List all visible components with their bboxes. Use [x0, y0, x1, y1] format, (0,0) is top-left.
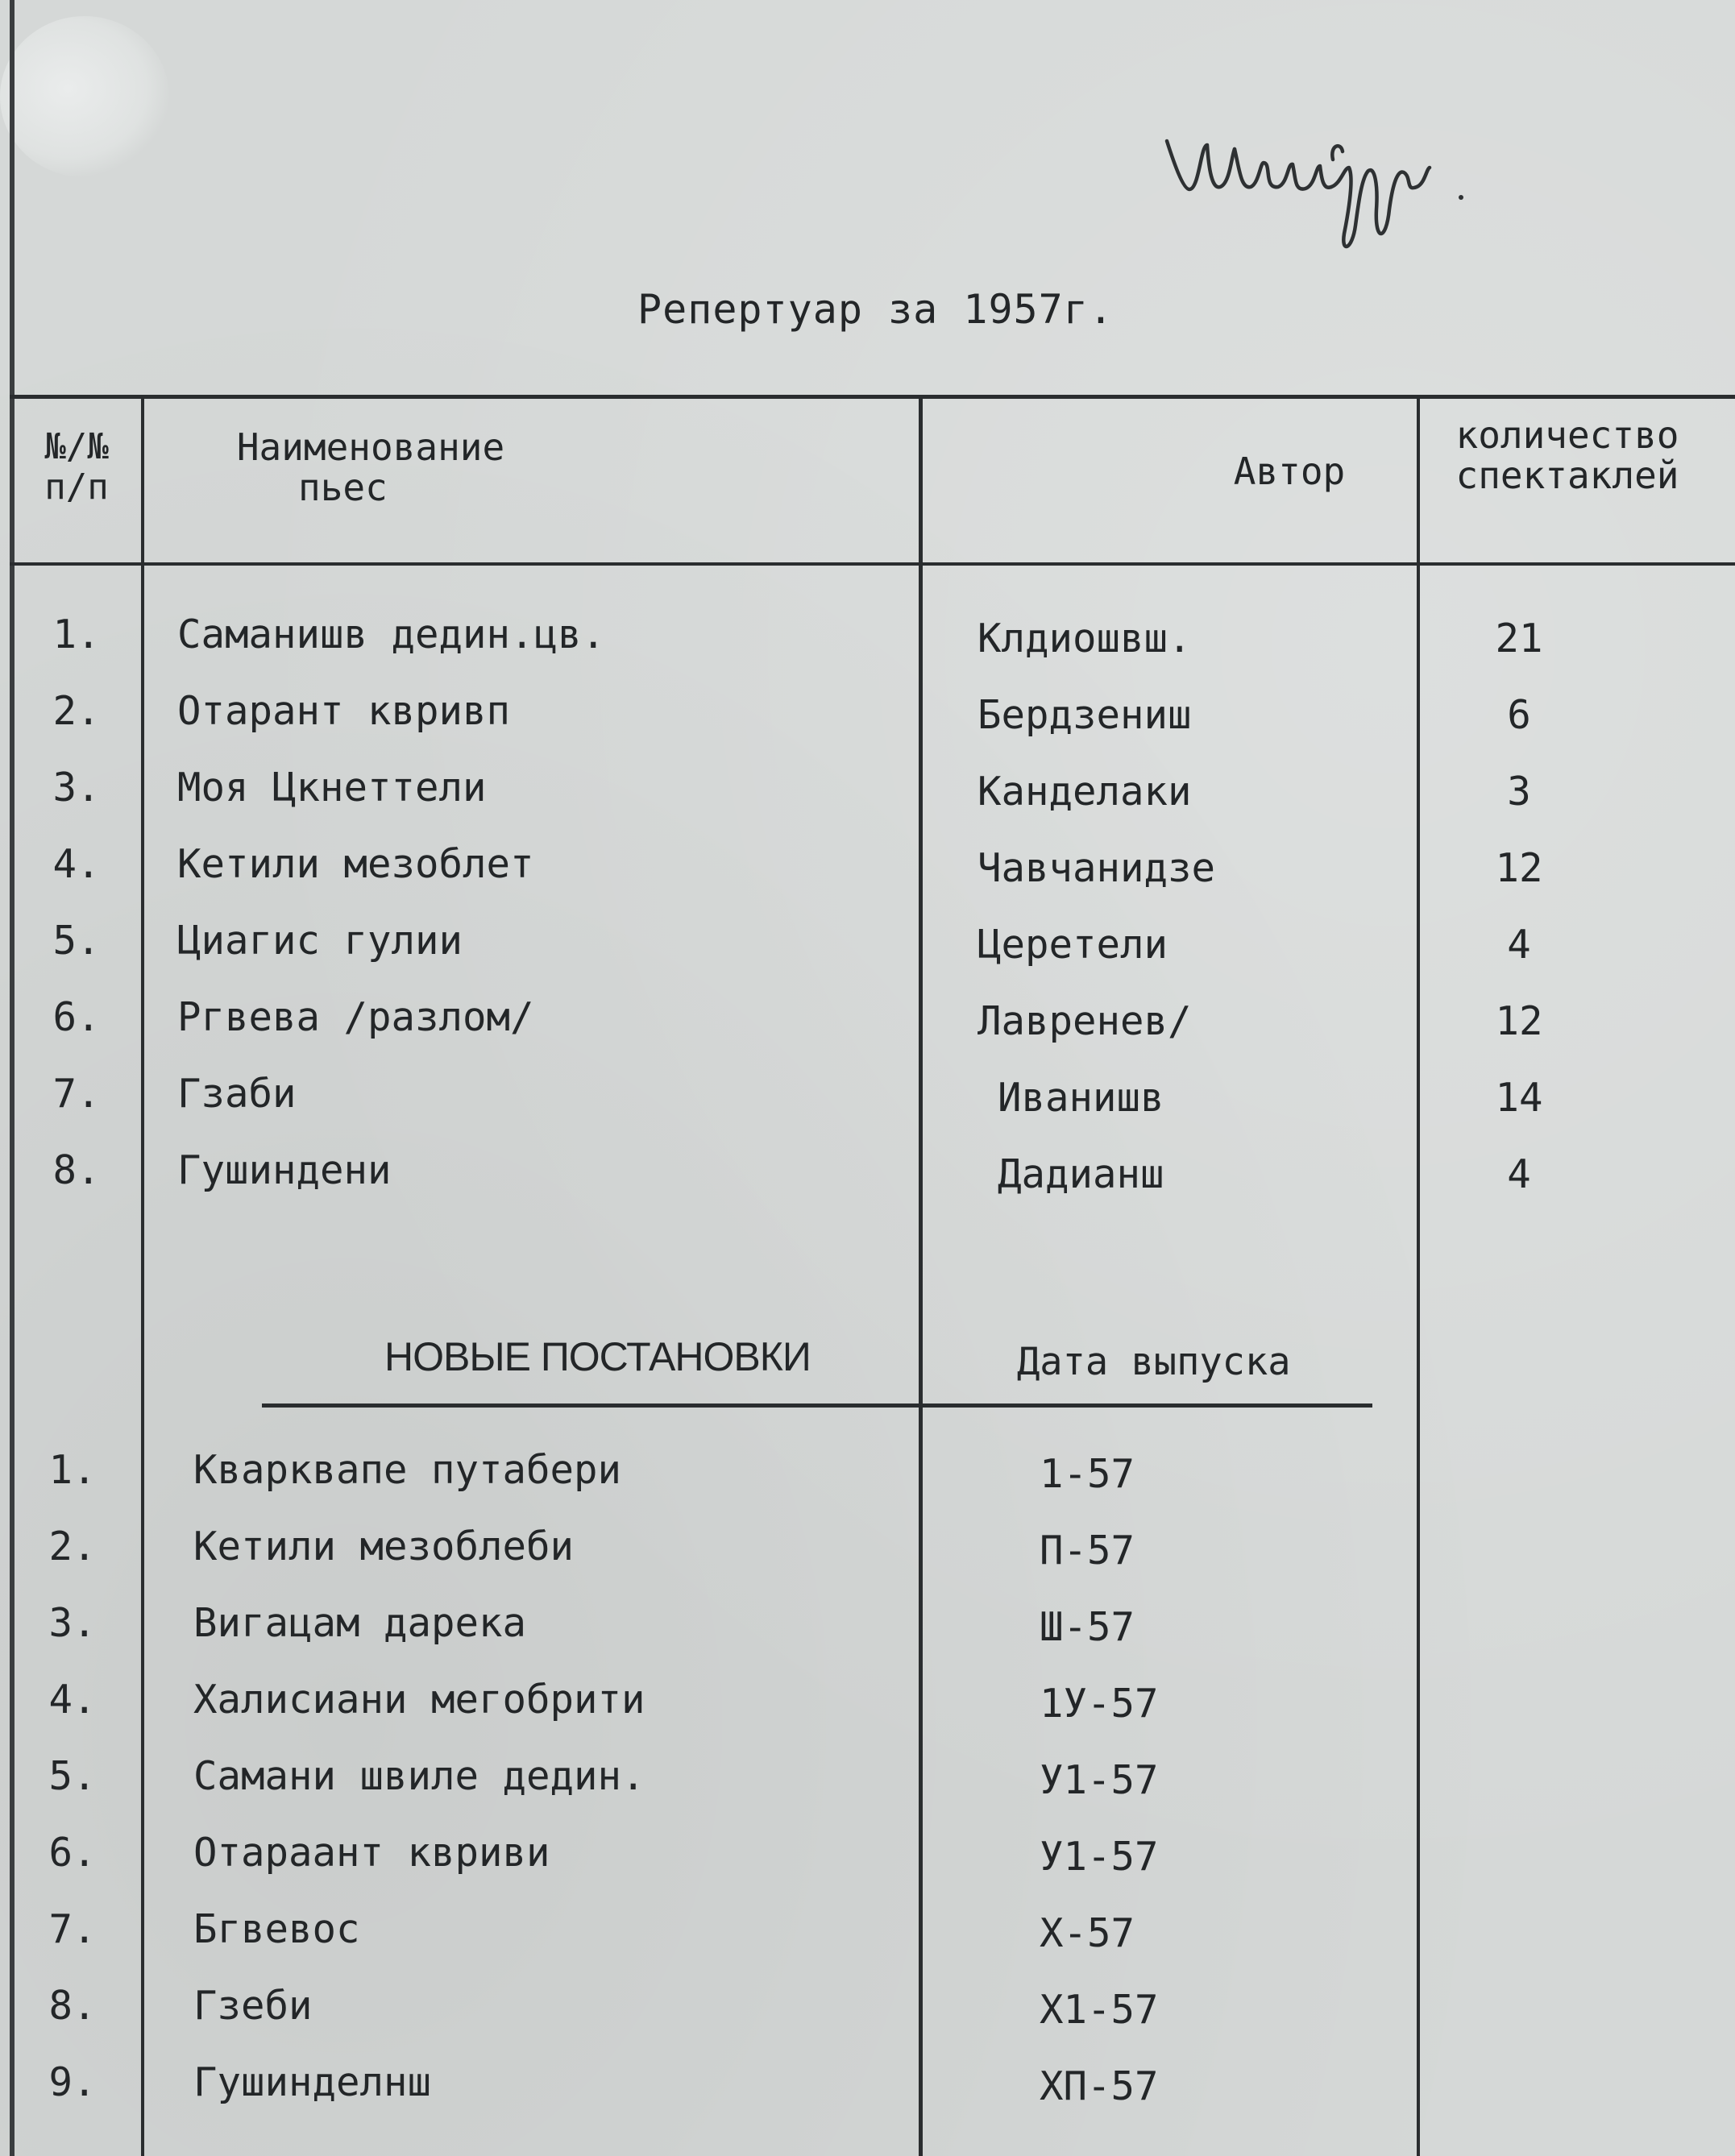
production-name: Халисиани мегобрити — [193, 1677, 645, 1723]
header-bottom-rule — [10, 562, 1735, 566]
production-number: 2. — [48, 1524, 97, 1569]
play-author: Иванишв — [998, 1075, 1164, 1121]
release-date: У1-57 — [1040, 1757, 1159, 1803]
header-name — [210, 427, 532, 508]
header-count — [1438, 415, 1696, 495]
header-number — [24, 427, 129, 508]
release-date: Х1-57 — [1040, 1987, 1159, 2033]
row-number: 5. — [52, 918, 101, 964]
paper-tab-clip — [0, 16, 169, 177]
row-number: 2. — [52, 688, 101, 734]
production-name: Гушинделнш — [193, 2059, 432, 2105]
performance-count: 14 — [1495, 1075, 1543, 1121]
production-number: 7. — [48, 1906, 97, 1952]
header-count-line2: спектаклей — [1455, 454, 1679, 497]
production-name: Бгвевос — [193, 1906, 360, 1952]
play-name: Отарант квривп — [177, 688, 511, 734]
play-author: Лавренев/ — [977, 998, 1192, 1044]
production-number: 1. — [48, 1447, 97, 1493]
new-productions-underline — [262, 1403, 1372, 1408]
play-author: Дадианш — [998, 1151, 1164, 1197]
column-divider-3 — [1417, 395, 1420, 2156]
performance-count: 6 — [1507, 692, 1531, 738]
production-number: 6. — [48, 1830, 97, 1876]
production-name: Кварквапе путабери — [193, 1447, 622, 1493]
production-name: Отараант квриви — [193, 1830, 550, 1876]
performance-count: 21 — [1495, 616, 1543, 661]
play-name: Гзаби — [177, 1071, 297, 1117]
performance-count: 4 — [1507, 1151, 1531, 1197]
production-name: Вигацам дарека — [193, 1600, 527, 1646]
release-date: Х-57 — [1040, 1910, 1135, 1956]
new-productions-heading: НОВЫЕ ПОСТАНОВКИ — [384, 1334, 811, 1379]
release-date: 1У-57 — [1040, 1681, 1159, 1727]
production-number: 5. — [48, 1753, 97, 1799]
production-name: Самани швиле дедин. — [193, 1753, 645, 1799]
column-divider-2 — [919, 395, 923, 2156]
row-number: 7. — [52, 1071, 101, 1117]
play-name: Саманишв дедин.цв. — [177, 612, 606, 657]
release-date: 1-57 — [1040, 1451, 1135, 1497]
release-date: У1-57 — [1040, 1834, 1159, 1880]
production-number: 3. — [48, 1600, 97, 1646]
header-author — [1193, 451, 1386, 491]
play-name: Ргвева /разлом/ — [177, 994, 534, 1040]
header-name-line1: Наименование — [236, 425, 505, 469]
performance-count: 12 — [1495, 845, 1543, 891]
release-date: ХП-57 — [1040, 2063, 1159, 2109]
row-number: 8. — [52, 1147, 101, 1193]
performance-count: 4 — [1507, 922, 1531, 968]
release-date: П-57 — [1040, 1528, 1135, 1573]
play-author: Клдиошвш. — [977, 616, 1192, 661]
performance-count: 12 — [1495, 998, 1543, 1044]
play-name: Циагис гулии — [177, 918, 463, 964]
play-author: Церетели — [977, 922, 1168, 968]
header-count-line1: количество — [1455, 413, 1679, 457]
row-number: 1. — [52, 612, 101, 657]
table-top-rule — [10, 395, 1735, 399]
production-name: Кетили мезоблеби — [193, 1524, 575, 1569]
header-number-line1: №/№ — [44, 426, 109, 467]
production-number: 9. — [48, 2059, 97, 2105]
play-author: Канделаки — [977, 769, 1192, 815]
performance-count: 3 — [1507, 769, 1531, 815]
header-name-line2: пьес — [298, 466, 388, 509]
page-title: Репертуар за 1957г. — [637, 286, 1114, 333]
release-date-heading: Дата выпуска — [1017, 1340, 1291, 1384]
play-name: Моя Цкнеттели — [177, 765, 487, 811]
column-divider-1 — [141, 395, 144, 2156]
release-date: Ш-57 — [1040, 1604, 1135, 1650]
row-number: 6. — [52, 994, 101, 1040]
handwritten-note — [1151, 113, 1473, 266]
production-number: 8. — [48, 1983, 97, 2029]
header-author-text: Автор — [1233, 450, 1346, 493]
play-name: Кетили мезоблет — [177, 841, 534, 887]
production-number: 4. — [48, 1677, 97, 1723]
production-name: Гзеби — [193, 1983, 313, 2029]
play-author: Бердзениш — [977, 692, 1192, 738]
row-number: 4. — [52, 841, 101, 887]
row-number: 3. — [52, 765, 101, 811]
play-author: Чавчанидзе — [977, 845, 1216, 891]
header-number-line2: п/п — [44, 466, 109, 508]
play-name: Гушиндени — [177, 1147, 392, 1193]
